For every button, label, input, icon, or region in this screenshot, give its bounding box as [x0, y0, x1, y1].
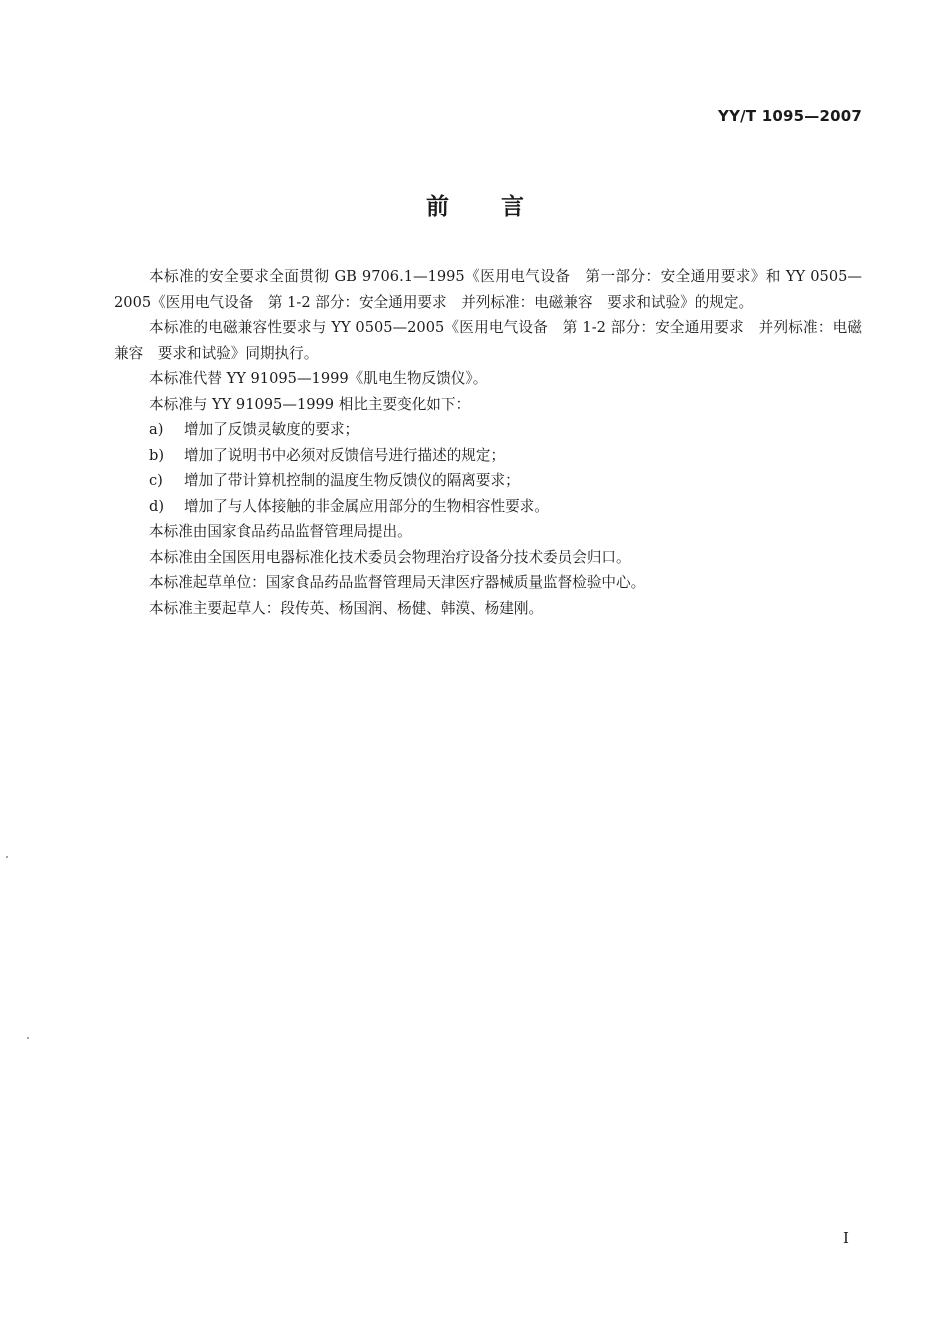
- paragraph-proposed-by: 本标准由国家食品药品监督管理局提出。: [149, 523, 412, 540]
- list-item-text: 增加了与人体接触的非金属应用部分的生物相容性要求。: [184, 497, 549, 515]
- paragraph-changes-intro: 本标准与 YY 91095—1999 相比主要变化如下：: [149, 395, 471, 413]
- scan-speck: [27, 1037, 29, 1039]
- list-item: [114, 417, 862, 443]
- list-item: [114, 468, 862, 494]
- list-item-text: 增加了说明书中必须对反馈信号进行描述的规定；: [184, 446, 506, 464]
- list-item: [114, 494, 862, 520]
- list-marker: b): [149, 446, 165, 464]
- list-marker: d): [149, 497, 165, 515]
- paragraph-centralized-by: 本标准由全国医用电器标准化技术委员会物理治疗设备分技术委员会归口。: [149, 548, 631, 566]
- paragraph-safety-requirements: 本标准的安全要求全面贯彻 GB 9706.1—1995《医用电气设备 第一部分：安全通用要求》和 YY 0505—2005《医用电气设备 第 1-2 部分：安全通用要求 并列标准：电磁兼容 要求和试验》的规定。: [114, 268, 862, 311]
- paragraph-replaces: 本标准代替 YY 91095—1999《肌电生物反馈仪》。: [149, 370, 488, 387]
- scan-speck: [6, 856, 8, 858]
- page-title: 前言: [426, 194, 576, 220]
- paragraph-emc-requirements: 本标准的电磁兼容性要求与 YY 0505—2005《医用电气设备 第 1-2 部分：安全通用要求 并列标准：电磁兼容 要求和试验》同期执行。: [114, 319, 862, 362]
- foreword-body: [114, 264, 862, 621]
- list-item-text: 增加了反馈灵敏度的要求；: [184, 421, 360, 438]
- list-marker: a): [149, 421, 164, 438]
- list-item: [114, 443, 862, 469]
- list-item-text: 增加了带计算机控制的温度生物反馈仪的隔离要求；: [184, 472, 520, 489]
- page-number: I: [843, 1229, 849, 1247]
- standard-code: YY/T 1095—2007: [718, 107, 862, 125]
- paragraph-drafting-unit: 本标准起草单位：国家食品药品监督管理局天津医疗器械质量监督检验中心。: [149, 574, 646, 591]
- list-marker: c): [149, 472, 163, 489]
- paragraph-main-drafters: 本标准主要起草人：段传英、杨国润、杨健、韩漠、杨建刚。: [149, 599, 544, 617]
